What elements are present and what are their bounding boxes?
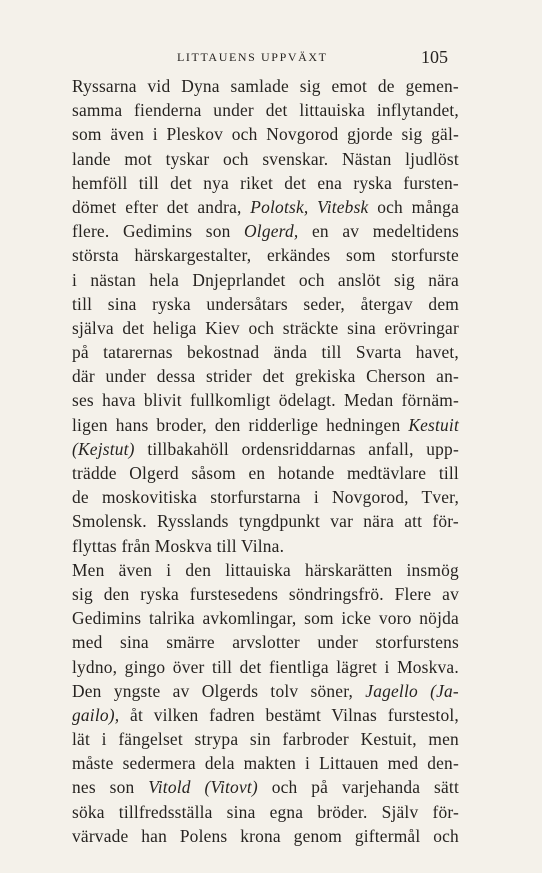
text-line: lät i fängelset strypa sin farbroder Kestuit, men	[72, 729, 459, 750]
text-line: nes son Vitold (Vitovt) och på varjehanda sätt	[72, 777, 459, 798]
text-line: Smolensk. Rysslands tyngdpunkt var nära att för-	[72, 511, 459, 532]
text-line: de moskovitiska storfurstarna i Novgorod, Tver,	[72, 487, 459, 508]
text-line: lande mot tyskar och svenskar. Nästan ljudlöst	[72, 148, 459, 169]
text-line: ses hava blivit fullkomligt ödelagt. Medan förnäm-	[72, 390, 459, 411]
text-line: lydno, gingo över till det fientliga lägret i Moskva.	[72, 656, 459, 677]
text-line: Ryssarna vid Dyna samlade sig emot de gemen-	[72, 76, 459, 96]
page-number: 105	[421, 47, 448, 67]
text-line: själva det heliga Kiev och sträckte sina erövringar	[72, 317, 459, 338]
text-line: Gedimins talrika avkomlingar, som icke voro nöjda	[72, 608, 459, 629]
text-line: Men även i den littauiska härskarätten insmög	[72, 559, 459, 580]
running-head-title: LITTAUENS UPPVÄXT	[177, 50, 328, 64]
text-line: hemföll till det nya riket det ena ryska fursten-	[72, 172, 459, 193]
text-line: värvade han Polens krona genom giftermål och	[72, 825, 459, 846]
text-line: måste sedermera dela makten i Littauen med den-	[72, 753, 459, 774]
text-line: största härskargestalter, erkändes som storfurste	[72, 245, 459, 266]
text-line: där under dessa strider det grekiska Cherson an-	[72, 366, 459, 387]
text-line: som även i Pleskov och Novgorod gjorde sig gäl-	[72, 124, 459, 145]
text-line: samma fienderna under det littauiska inflytandet,	[72, 100, 459, 121]
text-line: flere. Gedimins son Olgerd, en av medeltidens	[72, 221, 459, 242]
text-line: söka tillfredsställa sina egna bröder. Själv för-	[72, 801, 459, 822]
text-line: Den yngste av Olgerds tolv söner, Jagello (Ja-	[72, 680, 459, 701]
text-line: trädde Olgerd såsom en hotande medtävlare till	[72, 463, 459, 483]
text-line: sig den ryska furstesedens söndringsfrö. Flere av	[72, 583, 459, 604]
text-line: (Kejstut) tillbakahöll ordensriddarnas anfall, upp-	[72, 438, 459, 459]
text-line: i nästan hela Dnjeprlandet och anslöt sig nära	[72, 269, 459, 290]
text-line: på tatarernas bekostnad ända till Svarta havet,	[72, 342, 459, 363]
text-line: gailo), åt vilken fadren bestämt Vilnas furstestol,	[72, 704, 459, 725]
text-line: till sina ryska undersåtars seder, återgav dem	[72, 293, 459, 314]
running-head	[0, 47, 542, 72]
body-text	[72, 74, 459, 848]
text-line: med sina smärre arvslotter under storfurstens	[72, 632, 459, 653]
text-line: ligen hans broder, den ridderlige hedningen Kestuit	[72, 414, 459, 435]
text-line: dömet efter det andra, Polotsk, Vitebsk och många	[72, 196, 459, 217]
text-line: flyttas från Moskva till Vilna.	[72, 535, 285, 556]
